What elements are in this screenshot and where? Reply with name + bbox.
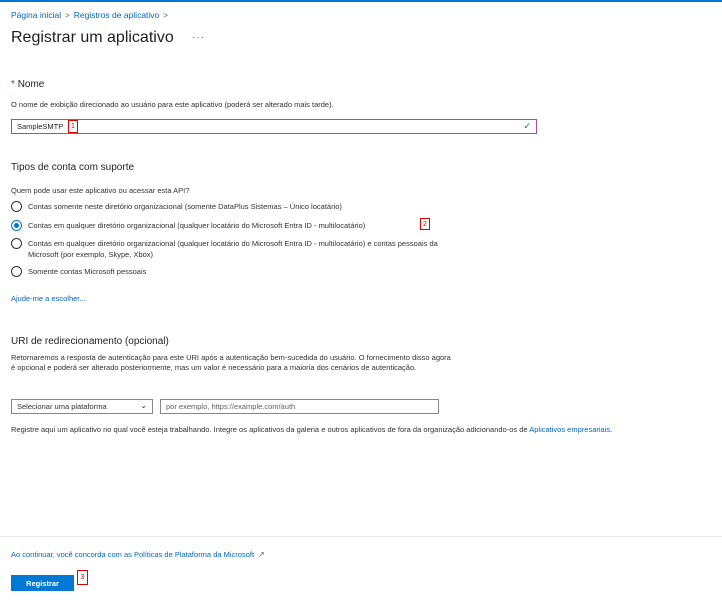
name-input-value: SampleSMTP	[17, 122, 64, 131]
external-link-icon: ↗	[258, 550, 265, 559]
checkmark-icon: ✓	[523, 121, 531, 131]
platform-policy	[11, 550, 265, 559]
account-type-option-single-tenant[interactable]	[11, 201, 342, 212]
radio-button-selected[interactable]	[11, 220, 22, 231]
footer-divider	[0, 536, 722, 537]
annotation-marker-2: 2	[420, 218, 430, 230]
account-type-option-label: Somente contas Microsoft pessoais	[28, 267, 147, 276]
name-description: O nome de exibição direcionado ao usuário para este aplicativo (poderá ser alterado mais tarde).	[11, 100, 334, 109]
breadcrumb-separator: >	[65, 10, 70, 20]
account-type-option-multitenant-personal[interactable]	[11, 238, 451, 260]
register-button[interactable]: Registrar	[11, 575, 74, 591]
account-type-option-personal-only[interactable]	[11, 266, 146, 277]
platform-policy-link[interactable]: Ao continuar, você concorda com as Políticas de Plataforma da Microsoft	[11, 550, 255, 559]
required-asterisk: *	[11, 79, 15, 90]
redirect-uri-title: URI de redirecionamento (opcional)	[11, 336, 169, 347]
radio-button[interactable]	[11, 201, 22, 212]
account-type-option-label: Contas em qualquer diretório organizacional (qualquer locatário do Microsoft Entra ID - multilocatário)	[28, 221, 366, 230]
name-input[interactable]	[11, 119, 537, 134]
register-note-suffix: .	[610, 425, 613, 434]
redirect-uri-description: Retornaremos a resposta de autenticação para este URI após a autenticação bem-sucedida do usuário. O fornecimento disso agora é opcional e poderá ser alterado posteriormente, mas um valor é necessário para a maioria dos cenários de autenticação.	[11, 353, 451, 372]
platform-select[interactable]	[11, 399, 153, 414]
breadcrumb-app-registrations-link[interactable]: Registros de aplicativo	[73, 10, 160, 20]
breadcrumb-home-link[interactable]: Página inicial	[11, 10, 62, 20]
name-label	[11, 79, 44, 90]
account-types-title: Tipos de conta com suporte	[11, 162, 135, 173]
enterprise-apps-link[interactable]: Aplicativos empresariais	[529, 425, 611, 434]
platform-select-placeholder: Selecionar uma plataforma	[17, 402, 107, 411]
name-label-text: Nome	[17, 79, 45, 90]
redirect-uri-input[interactable]	[160, 399, 439, 414]
more-options-icon[interactable]: ···	[192, 32, 205, 43]
account-type-option-label: Contas em qualquer diretório organizacional (qualquer locatário do Microsoft Entra ID - multilocatário) e contas pessoais da Microsoft (por exemplo, Skype, Xbox)	[28, 239, 438, 259]
annotation-marker-1: 1	[68, 120, 78, 133]
account-type-option-multitenant[interactable]	[11, 220, 365, 231]
breadcrumb-separator: >	[163, 10, 168, 20]
register-note	[11, 425, 612, 434]
chevron-down-icon: ⌄	[140, 401, 147, 410]
help-me-choose-link[interactable]: Ajude-me a escolher...	[11, 294, 86, 303]
register-note-text: Registre aqui um aplicativo no qual você esteja trabalhando. Integre os aplicativos da galeria e outros aplicativos de fora da organização adicionando-os de	[11, 425, 530, 434]
redirect-uri-placeholder: por exemplo, https://example.com/auth	[166, 402, 296, 411]
annotation-marker-3: 3	[77, 570, 88, 585]
radio-button[interactable]	[11, 266, 22, 277]
account-types-question: Quem pode usar este aplicativo ou acessar esta API?	[11, 186, 190, 195]
radio-button[interactable]	[11, 238, 22, 249]
page-title: Registrar um aplicativo	[11, 29, 174, 46]
account-type-option-label: Contas somente neste diretório organizacional (somente DataPlus Sistemas – Único locatário)	[28, 202, 342, 211]
breadcrumb	[11, 10, 172, 20]
